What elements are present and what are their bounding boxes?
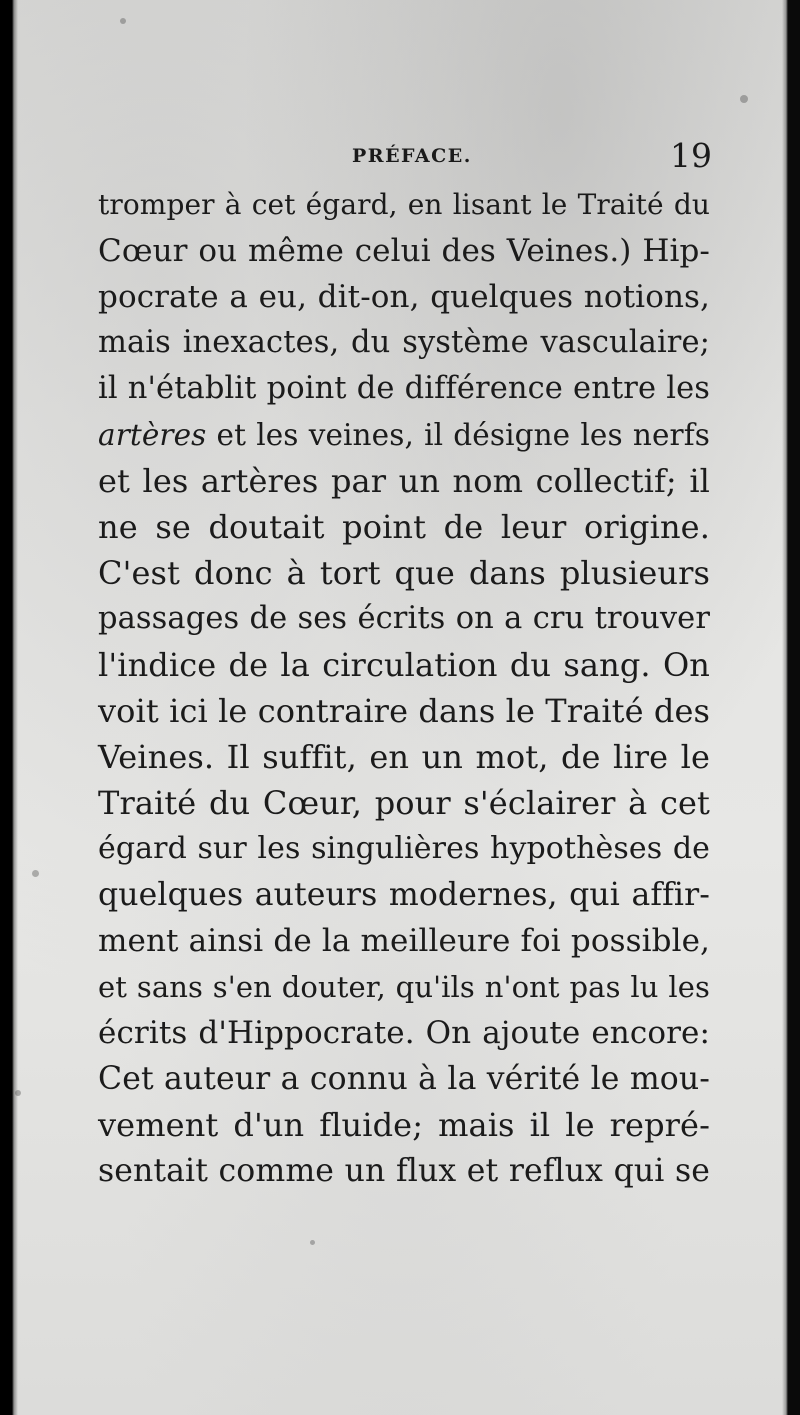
page-number: 19 <box>670 136 712 175</box>
text-line: Veines. Il suffit, en un mot, de lire le <box>98 738 710 776</box>
text-line: tromper à cet égard, en lisant le Traité du <box>98 188 710 221</box>
page-edge-left <box>0 0 18 1415</box>
text-line: et les artères par un nom collectif; il <box>98 462 710 500</box>
text-line: mais inexactes, du système vasculaire; <box>98 325 710 360</box>
text-line-rest: et les veines, il désigne les nerfs <box>206 418 710 452</box>
text-line: égard sur les singulières hypothèses de <box>98 831 710 866</box>
text-line: l'indice de la circulation du sang. On <box>98 646 710 684</box>
paper-speck <box>32 870 39 877</box>
text-line: et sans s'en douter, qu'ils n'ont pas lu les <box>98 970 710 1004</box>
text-line: écrits d'Hippocrate. On ajoute encore: <box>98 1015 710 1051</box>
text-line: il n'établit point de différence entre les <box>98 371 710 406</box>
page-edge-right <box>782 0 800 1415</box>
text-line: voit ici le contraire dans le Traité des <box>98 692 711 730</box>
paper-speck <box>740 95 748 103</box>
text-line: Traité du Cœur, pour s'éclairer à cet <box>98 784 710 822</box>
text-line: Cœur ou même celui des Veines.) Hip- <box>98 233 710 269</box>
paper-speck <box>310 1240 315 1245</box>
text-line: pocrate a eu, dit-on, quelques notions, <box>98 279 710 315</box>
body-text <box>98 182 710 1194</box>
paper-speck <box>15 1090 21 1096</box>
text-line: quelques auteurs modernes, qui affir- <box>98 877 710 913</box>
paper-speck <box>120 18 126 24</box>
text-line <box>98 412 710 458</box>
text-line: C'est donc à tort que dans plusieurs <box>98 554 710 592</box>
running-head: PRÉFACE. <box>352 145 472 167</box>
text-line: passages de ses écrits on a cru trouver <box>98 601 710 636</box>
text-line: vement d'un fluide; mais il le repré- <box>98 1106 710 1144</box>
text-line: Cet auteur a connu à la vérité le mou- <box>98 1061 710 1097</box>
text-line: ment ainsi de la meilleure foi possible, <box>98 923 710 959</box>
italic-word: artères <box>98 418 207 452</box>
text-line: ne se doutait point de leur origine. <box>98 508 710 546</box>
text-line: sentait comme un flux et reflux qui se <box>98 1153 710 1189</box>
